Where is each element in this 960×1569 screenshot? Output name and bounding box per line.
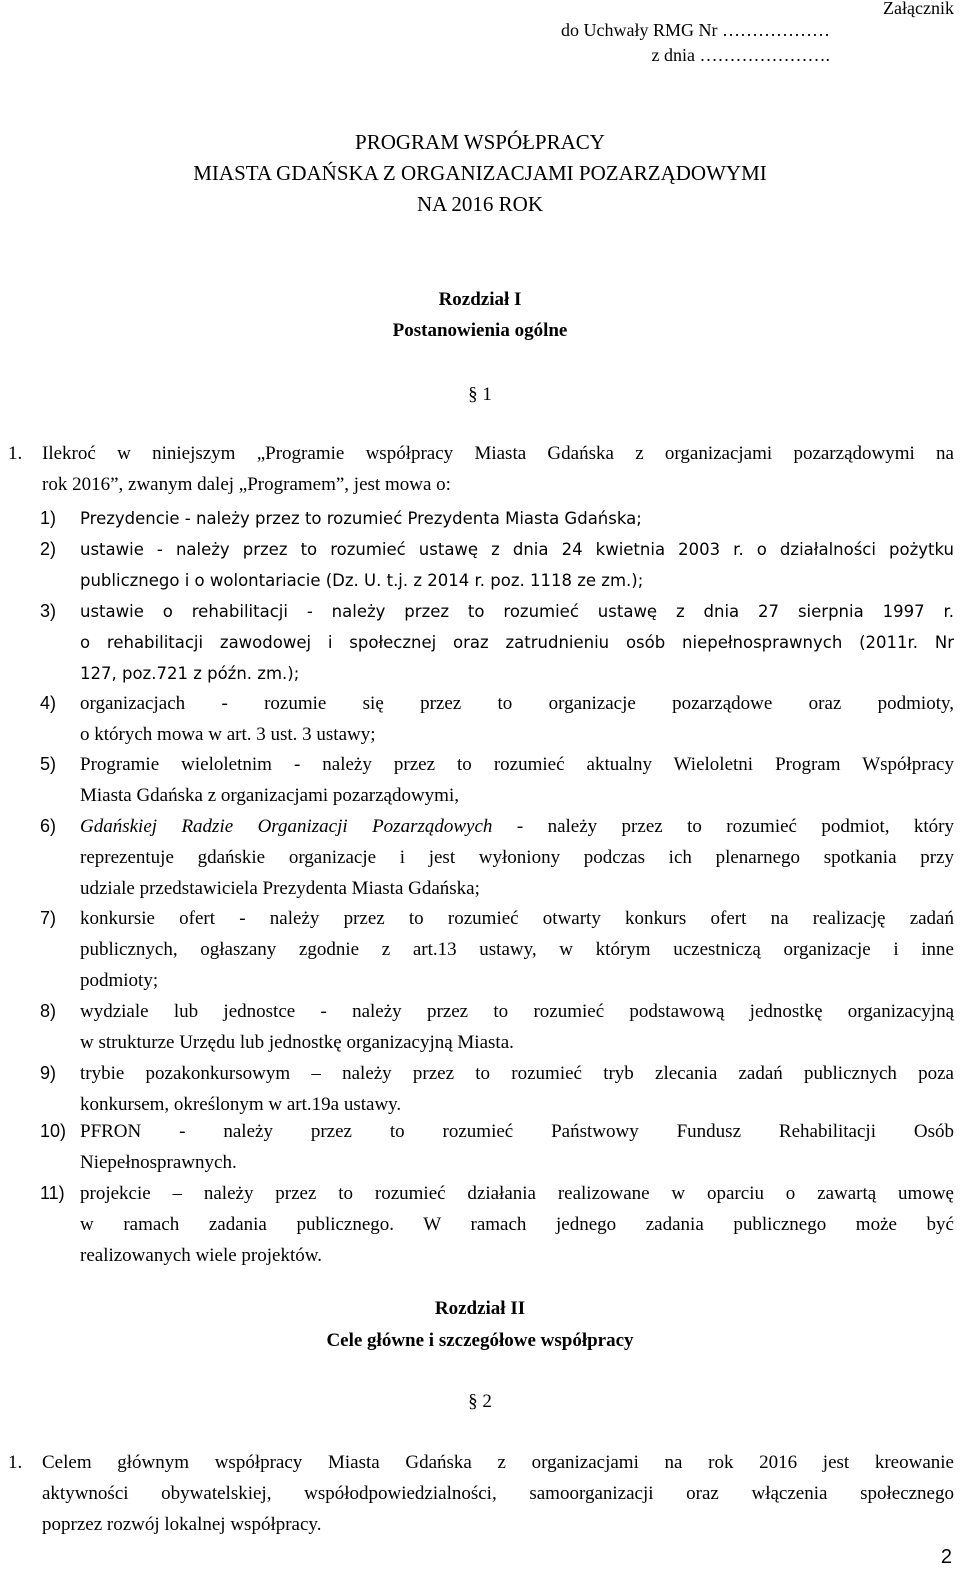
list-item-number: 8) (40, 1001, 57, 1021)
paragraph-number: 1. (8, 1452, 23, 1473)
list-item-number: 9) (40, 1063, 57, 1083)
list-item-line: wydziale lub jednostce - należy przez to rozumieć podstawową jednostkę organizacyjną (80, 1001, 954, 1022)
list-item-line: udziale przedstawiciela Prezydenta Miasta Gdańska; (80, 878, 480, 899)
header-attachment: Załącznik (883, 0, 954, 18)
list-item-number: 6) (40, 816, 57, 836)
list-item-line: Miasta Gdańska z organizacjami pozarządowymi, (80, 785, 459, 806)
list-item-line: o rehabilitacji zawodowej i społecznej oraz zatrudnieniu osób niepełnosprawnych (2011r. Nr (80, 633, 954, 652)
list-item (80, 996, 954, 1058)
list-item (80, 903, 954, 996)
list-item (80, 534, 954, 596)
paragraph-1 (42, 438, 954, 469)
list-item-line: realizowanych wiele projektów. (80, 1245, 322, 1266)
list-item (80, 1058, 954, 1120)
paragraph-1-cont (42, 469, 954, 500)
paragraph-number: 1. (8, 443, 23, 464)
list-item-text: - należy przez to rozumieć podmiot, który (492, 816, 955, 837)
list-item-number: 11) (40, 1183, 65, 1203)
list-item-number: 4) (40, 693, 57, 713)
chapter1-subheading: Postanowienia ogólne (392, 320, 568, 341)
list-item-line: publicznych, ogłaszany zgodnie z art.13 ustawy, w którym uczestniczą organizacje i inne (80, 939, 954, 960)
list-item-line: projekcie – należy przez to rozumieć działania realizowane w oparciu o zawartą umowę (80, 1183, 954, 1204)
page-number: 2 (940, 1546, 952, 1568)
list-item (80, 749, 954, 811)
list-item-number: 5) (40, 754, 57, 774)
italic-term: Gdańskiej Radzie Organizacji Pozarządowych (80, 816, 493, 837)
header-resolution: do Uchwały RMG Nr ……………… (561, 20, 830, 40)
list-item-number: 1) (40, 508, 57, 528)
paragraph-line: poprzez rozwój lokalnej współpracy. (42, 1514, 322, 1535)
list-item (80, 811, 954, 904)
doc-title-line3: NA 2016 ROK (416, 192, 543, 216)
list-item (80, 596, 954, 689)
chapter1-heading: Rozdział I (438, 289, 522, 310)
paragraph-line: rok 2016”, zwanym dalej „Programem”, jest mowa o: (42, 474, 451, 495)
list-item-line: organizacjach - rozumie się przez to organizacje pozarządowe oraz podmioty, (80, 693, 954, 714)
list-item-line: Prezydencie - należy przez to rozumieć Prezydenta Miasta Gdańska; (80, 509, 642, 528)
list-item (80, 1178, 954, 1271)
list-item-line: Niepełnosprawnych. (80, 1152, 237, 1173)
list-item-number: 2) (40, 539, 57, 559)
paragraph-line: Ilekroć w niniejszym „Programie współpracy Miasta Gdańska z organizacjami pozarządowymi na (42, 443, 954, 464)
list-item-line: publicznego i o wolontariacie (Dz. U. t.j. z 2014 r. poz. 1118 ze zm.); (80, 571, 644, 590)
list-item-line (80, 811, 954, 842)
list-item-line: o których mowa w art. 3 ust. 3 ustawy; (80, 724, 376, 745)
list-item-line: w ramach zadania publicznego. W ramach jednego zadania publicznego może być (80, 1214, 954, 1235)
list-item (80, 503, 954, 534)
list-item-line: Programie wieloletnim - należy przez to rozumieć aktualny Wieloletni Program Współpracy (80, 754, 954, 775)
paragraph-line: aktywności obywatelskiej, współodpowiedzialności, samoorganizacji oraz włączenia społecznego (42, 1483, 954, 1504)
header-date: z dnia …………………. (651, 45, 830, 65)
chapter2-heading: Rozdział II (434, 1298, 526, 1319)
list-item-number: 3) (40, 601, 57, 621)
paragraph-line: Celem głównym współpracy Miasta Gdańska z organizacjami na rok 2016 jest kreowanie (42, 1452, 954, 1473)
section-2-sign: § 2 (468, 1391, 492, 1412)
list-item-line: ustawie o rehabilitacji - należy przez to rozumieć ustawę z dnia 27 sierpnia 1997 r. (80, 602, 954, 621)
list-item (80, 688, 954, 750)
list-item (80, 1116, 954, 1178)
list-item-number: 7) (40, 908, 57, 928)
list-item-line: podmioty; (80, 970, 159, 991)
doc-title-line2: MIASTA GDAŃSKA Z ORGANIZACJAMI POZARZĄDOWYMI (193, 161, 767, 185)
chapter2-subheading: Cele główne i szczegółowe współpracy (326, 1330, 634, 1351)
list-item-line: w strukturze Urzędu lub jednostkę organizacyjną Miasta. (80, 1032, 514, 1053)
list-item-number: 10) (40, 1121, 67, 1141)
section-1-sign: § 1 (468, 384, 492, 405)
chapter2-paragraph-1 (42, 1447, 954, 1540)
doc-title-line1: PROGRAM WSPÓŁPRACY (355, 130, 605, 154)
list-item-line: trybie pozakonkursowym – należy przez to rozumieć tryb zlecania zadań publicznych poza (80, 1063, 954, 1084)
list-item-line: PFRON - należy przez to rozumieć Państwowy Fundusz Rehabilitacji Osób (80, 1121, 954, 1142)
list-item-line: ustawie - należy przez to rozumieć ustawę z dnia 24 kwietnia 2003 r. o działalności pożytku (80, 540, 954, 559)
list-item-line: reprezentuje gdańskie organizacje i jest wyłoniony podczas ich plenarnego spotkania przy (80, 847, 954, 868)
list-item-line: konkursie ofert - należy przez to rozumieć otwarty konkurs ofert na realizację zadań (80, 908, 954, 929)
list-item-line: konkursem, określonym w art.19a ustawy. (80, 1094, 402, 1115)
list-item-line: 127, poz.721 z późn. zm.); (80, 664, 300, 683)
